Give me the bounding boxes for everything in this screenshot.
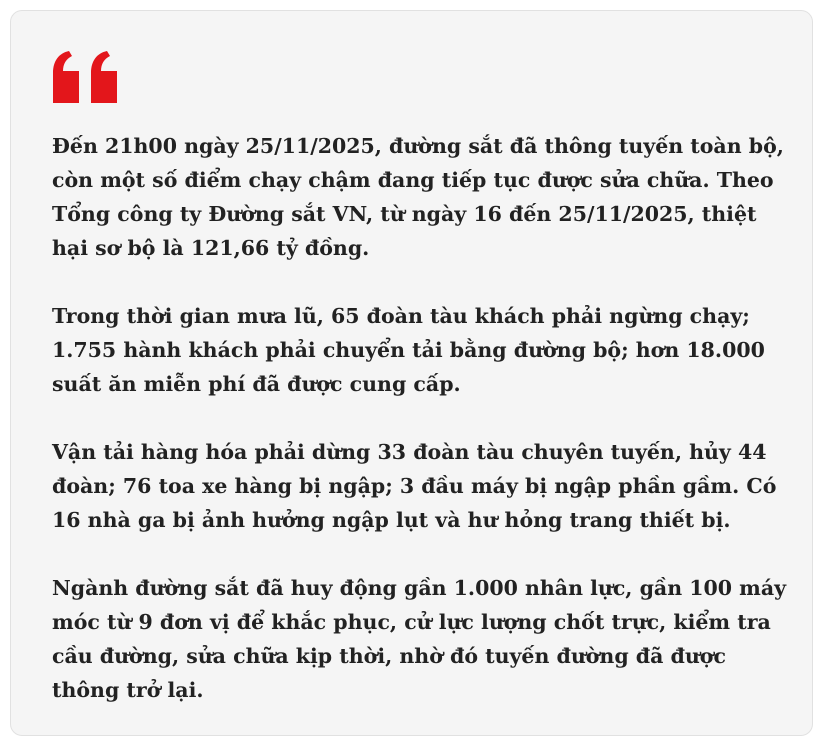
quote-paragraph-1: Đến 21h00 ngày 25/11/2025, đường sắt đã thông tuyến toàn bộ, còn một số điểm chạy chậm đang tiếp tục được sửa chữa. Theo Tổng công ty Đường sắt VN, từ ngày 16 đến 25/11/2025, thiệt hại sơ bộ là 121,66 tỷ đồng. — [52, 134, 784, 260]
quote-paragraph-4: Ngành đường sắt đã huy động gần 1.000 nhân lực, gần 100 máy móc từ 9 đơn vị để khắc phục, cử lực lượng chốt trực, kiểm tra cầu đường, sửa chữa kịp thời, nhờ đó tuyến đường đã được thông trở lại. — [52, 576, 787, 702]
quote-body — [52, 129, 792, 707]
quote-paragraph-3: Vận tải hàng hóa phải dừng 33 đoàn tàu chuyên tuyến, hủy 44 đoàn; 76 toa xe hàng bị ngập; 3 đầu máy bị ngập phần gầm. Có 16 nhà ga bị ảnh hưởng ngập lụt và hư hỏng trang thiết bị. — [52, 440, 777, 532]
quote-paragraph-2: Trong thời gian mưa lũ, 65 đoàn tàu khách phải ngừng chạy; 1.755 hành khách phải chuyển tải bằng đường bộ; hơn 18.000 suất ăn miễn phí đã được cung cấp. — [52, 304, 765, 396]
quote-card — [10, 10, 813, 736]
quote-open-icon — [51, 51, 121, 103]
